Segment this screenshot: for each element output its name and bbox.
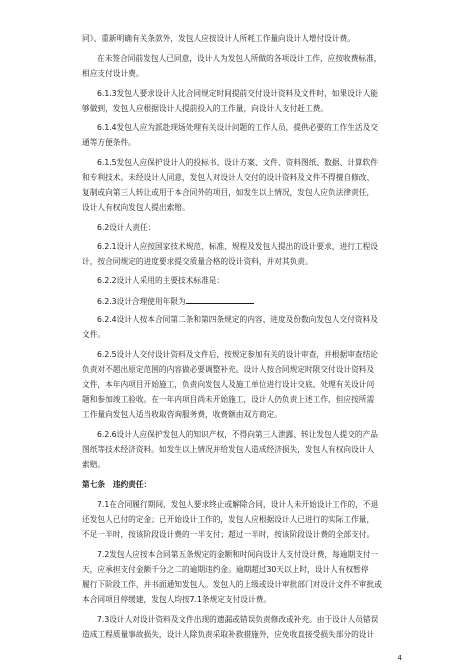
text-line: 造成工程质量事故损失，设计人除负责采取补救措施外，应免收直接受损失部分的设计 — [82, 630, 375, 639]
text-line: 天，应承担支付金额千分之二的逾期违约金。逾期超过30天以上时，设计人有权暂停 — [82, 565, 369, 574]
text-fragment: 6.2.3设计合理使用年限为 — [97, 297, 186, 306]
text-line: 履行下阶段工作，并书面通知发包人。发包人的上级或设计审批部门对设计文件不审批或 — [82, 580, 382, 589]
text-line: 图纸等技术经济资料。如发生以上情况并给发包人造成经济损失，发包人有权向设计人 — [82, 445, 375, 454]
fill-in-blank — [186, 294, 254, 304]
text-line: 题和参加竣工验收。在一年内项目尚未开始施工，设计人仍负责上述工作，但应按所需 — [82, 395, 375, 404]
text-line: 6.2.2设计人采用的主要技术标准是： — [97, 276, 225, 285]
text-line: 6.1.4发包人应为派赴现场处理有关设计问题的工作人员，提供必要的工作生活及交 — [97, 123, 378, 132]
text-line: 工作量向发包人适当收取咨询服务费，收费额由双方商定。 — [82, 410, 282, 419]
section-heading: 6.2设计人责任： — [97, 223, 156, 232]
text-line: 同》、重新明确有关条款外，发包人应按设计人所耗工作量向设计人增付设计费。 — [82, 34, 355, 43]
text-line: 6.2.4设计人按本合同第二条和第四条规定的内容、进度及份数向发包人交付资料及 — [97, 315, 378, 324]
text-line: 6.2.1设计人应按国家技术规范、标准、规程及发包人提出的设计要求，进行工程设 — [97, 242, 378, 251]
text-line: 够做到，发包人应根据设计人提前投入的工作量，向设计人支付赶工费。 — [82, 104, 329, 113]
text-line: 索赔。 — [82, 460, 106, 469]
text-line: 复制或向第三人转让或用于本合同外的项目，如发生以上情况，发包人应负法律责任， — [82, 188, 375, 197]
article-heading: 第七条 违约责任： — [82, 480, 152, 489]
text-line: 7.1在合同履行期间，发包人要求终止或解除合同，设计人未开始设计工作的，不退 — [97, 500, 379, 509]
text-line: 文件，本年内项目开始施工，负责向发包人及施工单位进行设计交底、处理有关设计问 — [82, 380, 375, 389]
text-line — [97, 294, 402, 308]
text-line: 相应支付设计费。 — [82, 69, 144, 78]
text-line: 7.2发包人应按本合同第五条规定的金额和时间向设计人支付设计费，每逾期支付一 — [97, 550, 379, 559]
page-number: 4 — [397, 654, 402, 662]
text-line: 不足一半时，按该阶段设计费的一半支付；超过一半时，按该阶段设计费的全部支付。 — [82, 530, 375, 539]
text-line: 负责对不超出原定范围的内容做必要调整补充。设计人按合同规定时限交付设计资料及 — [82, 365, 375, 374]
text-line: 计，按合同规定的进度要求提交质量合格的设计资料，并对其负责。 — [82, 257, 313, 266]
text-line: 通等方便条件。 — [82, 138, 136, 147]
text-line: 6.1.5发包人应保护设计人的投标书、设计方案、文件、资料图纸、数据、计算软件 — [97, 158, 378, 167]
text-line: 设计人有权向发包人提出索赔。 — [82, 203, 190, 212]
text-line: 和专利技术。未经设计人同意，发包人对设计人交付的设计资料及文件不得擅自修改、 — [82, 173, 375, 182]
text-line: 6.2.5设计人交付设计资料及文件后，按规定参加有关的设计审查，并根据审查结论 — [97, 350, 378, 359]
text-line: 本合同项目停缓建，发包人均按7.1条规定支付设计费。 — [82, 595, 272, 604]
text-line: 7.3设计人对设计资料及文件出现的遗漏或错误负责修改或补充。由于设计人员错误 — [97, 615, 379, 624]
text-line: 6.1.3发包人要求设计人比合同规定时间提前交付设计资料及文件时，如果设计人能 — [97, 89, 378, 98]
text-line: 文件。 — [82, 330, 106, 339]
text-line: 在未签合同前发包人已同意，设计人为发包人所做的各项设计工作，应按收费标准， — [97, 54, 382, 63]
text-line: 6.2.6设计人应保护发包人的知识产权，不得向第三人泄露、转让发包人提交的产品 — [97, 430, 378, 439]
text-line: 还发包人已付的定金；已开始设计工作的，发包人应根据设计人已进行的实际工作量， — [82, 515, 375, 524]
